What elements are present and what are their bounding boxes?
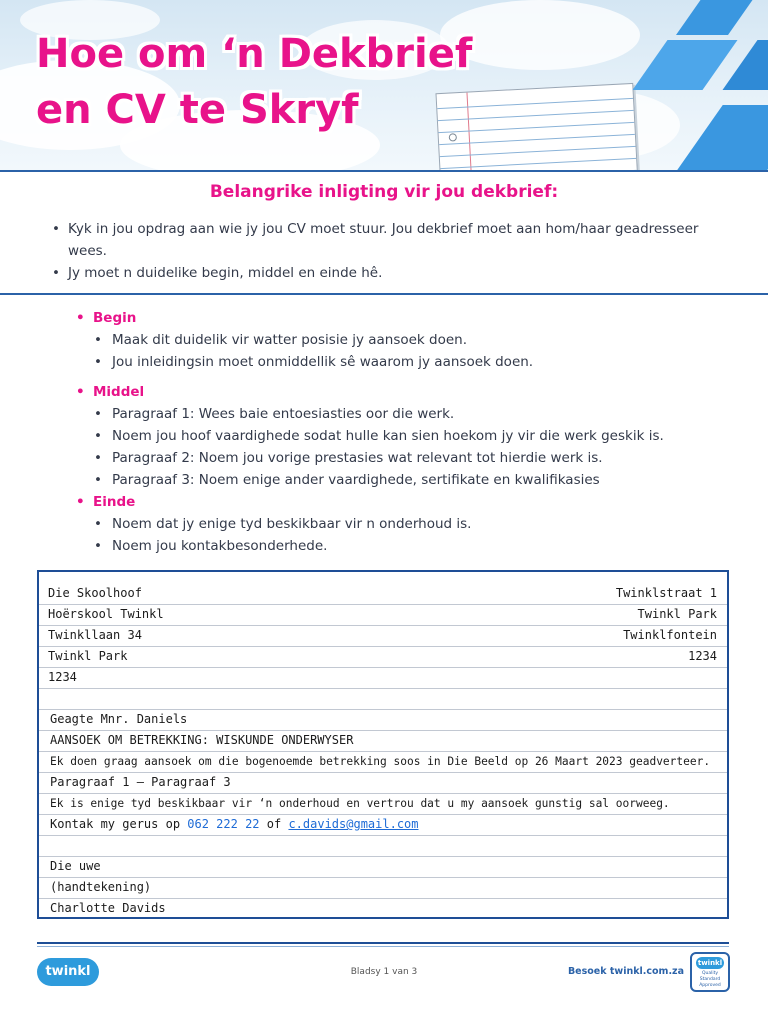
letter-row [39, 898, 727, 919]
group-heading: • Einde [76, 491, 736, 513]
contact-prefix: Kontak my gerus op [50, 817, 181, 831]
letter-row [39, 772, 727, 794]
header-divider [0, 170, 768, 172]
group-heading: • Begin [76, 307, 736, 329]
letter-row [39, 877, 727, 899]
sender-line: 1234 [688, 649, 717, 663]
signature: (handtekening) [50, 880, 152, 894]
recipient-line: Die Skoolhoof [48, 586, 142, 600]
letter-row [39, 604, 727, 626]
footer-divider [37, 942, 729, 944]
visit-link[interactable]: Besoek twinkl.com.za [567, 966, 684, 977]
closing: Die uwe [50, 859, 101, 873]
intro-item: • Kyk in jou opdrag aan wie jy jou CV moet stuur. Jou dekbrief moet aan hom/haar geadresseer wees. [52, 218, 702, 262]
group-einde [76, 491, 736, 557]
group-item: • Noem dat jy enige tyd beskikbaar vir n onderhoud is. [76, 513, 736, 535]
sender-name: Charlotte Davids [50, 901, 166, 915]
letter-row [39, 688, 727, 710]
contact-line [50, 814, 419, 835]
opening-line: Ek doen graag aansoek om die bogenoemde betrekking soos in Die Beeld op 26 Maart 2023 geadverteer. [50, 755, 711, 768]
recipient-line: 1234 [48, 670, 77, 684]
recipient-line: Twinkllaan 34 [48, 628, 142, 642]
letter-row [39, 583, 727, 605]
letter-row [39, 709, 727, 731]
letter-row [39, 751, 727, 773]
badge-subtitle: Quality Standard Approved [699, 971, 721, 988]
title-line-1: Hoe om ‘n Dekbrief [36, 31, 473, 77]
paragraphs-line: Paragraaf 1 – Paragraaf 3 [50, 775, 231, 789]
salutation: Geagte Mnr. Daniels [50, 712, 188, 726]
group-item: • Maak dit duidelik vir watter posisie jy aansoek doen. [76, 329, 736, 351]
group-item: • Paragraaf 2: Noem jou vorige prestasies wat relevant tot hierdie werk is. [76, 447, 736, 469]
footer-divider [37, 946, 729, 947]
sender-line: Twinkl Park [637, 607, 717, 621]
letter-row [39, 835, 727, 857]
page-header [0, 0, 768, 170]
letter-row [39, 793, 727, 815]
group-item: • Paragraaf 3: Noem enige ander vaardighede, sertifikate en kwalifikasies [76, 469, 736, 491]
group-middel [76, 381, 736, 491]
page-number: Bladsy 1 van 3 [350, 967, 418, 977]
phone-number: 062 222 22 [187, 817, 260, 831]
decorative-panel [677, 105, 768, 170]
letter-row [39, 667, 727, 689]
page-title [36, 26, 472, 138]
sender-line: Twinklfontein [623, 628, 717, 642]
intro-list [52, 218, 702, 284]
recipient-line: Hoërskool Twinkl [48, 607, 164, 621]
email-link[interactable]: c.davids@gmail.com [288, 817, 419, 831]
contact-mid: of [266, 817, 282, 831]
group-item: • Noem jou kontakbesonderhede. [76, 535, 736, 557]
group-heading: • Middel [76, 381, 736, 403]
availability-line: Ek is enige tyd beskikbaar vir ‘n onderhoud en vertrou dat u my aansoek gunstig sal oorweeg. [50, 797, 670, 810]
group-item: • Jou inleidingsin moet onmiddellik sê waarom jy aansoek doen. [76, 351, 736, 373]
intro-item: • Jy moet n duidelike begin, middel en einde hê. [52, 262, 702, 284]
logo-text: twinkl [45, 964, 91, 979]
subject-line: AANSOEK OM BETREKKING: WISKUNDE ONDERWYSER [50, 733, 354, 747]
quality-badge [690, 952, 730, 992]
section-divider [0, 293, 768, 295]
badge-title: twinkl [697, 959, 723, 967]
decorative-panel [676, 0, 756, 35]
example-letter [37, 570, 729, 919]
letter-row [39, 856, 727, 878]
recipient-line: Twinkl Park [48, 649, 128, 663]
decorative-panel [632, 40, 737, 90]
letter-row [39, 625, 727, 647]
sender-line: Twinklstraat 1 [615, 586, 717, 600]
group-begin [76, 307, 736, 373]
letter-row [39, 814, 727, 836]
section-title: Belangrike inligting vir jou dekbrief: [209, 182, 559, 202]
title-line-2: en CV te Skryf [36, 87, 359, 133]
letter-row [39, 730, 727, 752]
group-item: • Paragraaf 1: Wees baie entoesiasties oor die werk. [76, 403, 736, 425]
group-item: • Noem jou hoof vaardighede sodat hulle kan sien hoekom jy vir die werk geskik is. [76, 425, 736, 447]
letter-row [39, 646, 727, 668]
